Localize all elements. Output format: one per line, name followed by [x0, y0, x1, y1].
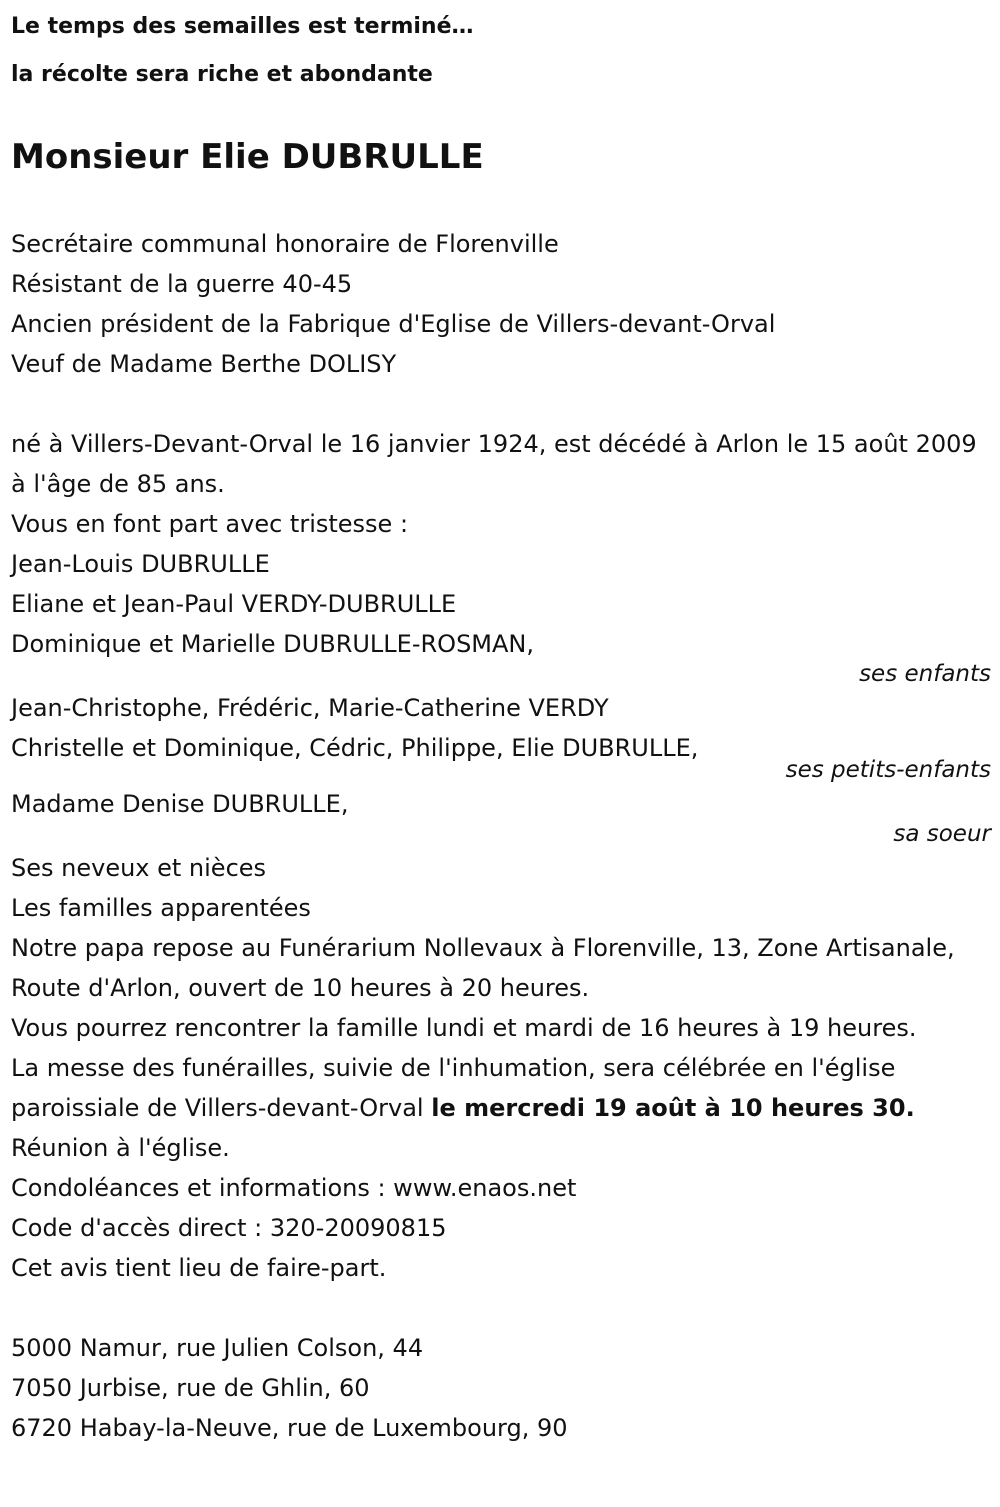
title-line: Résistant de la guerre 40-45 — [11, 270, 353, 298]
deceased-name: Monsieur Elie DUBRULLE — [11, 137, 484, 177]
child-name: Jean-Louis DUBRULLE — [11, 550, 270, 578]
spacer — [11, 384, 991, 424]
child-name: Dominique et Marielle DUBRULLE-ROSMAN, — [11, 630, 535, 658]
child-name: Eliane et Jean-Paul VERDY-DUBRULLE — [11, 590, 457, 618]
address-line: 5000 Namur, rue Julien Colson, 44 — [11, 1334, 424, 1362]
mass-text — [11, 1048, 991, 1128]
title-line: Veuf de Madame Berthe DOLISY — [11, 350, 397, 378]
announcement-text: Vous en font part avec tristesse : — [11, 510, 409, 538]
notice-text: Cet avis tient lieu de faire-part. — [11, 1254, 387, 1282]
quote-line-2: la récolte sera riche et abondante — [11, 62, 433, 87]
mass-date: le mercredi 19 août à 10 heures 30. — [431, 1094, 915, 1122]
other-relatives: Ses neveux et nièces — [11, 854, 267, 882]
grandchild-name: Christelle et Dominique, Cédric, Philippe, Elie DUBRULLE, — [11, 734, 699, 762]
funerarium-text: Notre papa repose au Funérarium Nollevaux à Florenville, 13, Zone Artisanale, Route d'Arlon, ouvert de 10 heures à 20 heures. — [11, 934, 955, 1002]
obituary-body — [11, 224, 991, 1448]
spacer — [11, 1288, 991, 1328]
condolences-text: Condoléances et informations : www.enaos.net — [11, 1174, 577, 1202]
title-line: Secrétaire communal honoraire de Florenville — [11, 230, 559, 258]
mass-description: La messe des funérailles, suivie de l'inhumation, sera célébrée en l'église paroissiale de Villers-devant-Orval — [11, 1054, 896, 1122]
relation-sister: sa soeur — [893, 821, 991, 847]
grandchild-name: Jean-Christophe, Frédéric, Marie-Catherine VERDY — [11, 694, 609, 722]
sister-name: Madame Denise DUBRULLE, — [11, 790, 349, 818]
relation-children: ses enfants — [859, 661, 991, 687]
title-line: Ancien président de la Fabrique d'Eglise de Villers-devant-Orval — [11, 310, 776, 338]
address-line: 7050 Jurbise, rue de Ghlin, 60 — [11, 1374, 370, 1402]
visit-text: Vous pourrez rencontrer la famille lundi et mardi de 16 heures à 19 heures. — [11, 1014, 917, 1042]
access-code-text: Code d'accès direct : 320-20090815 — [11, 1214, 447, 1242]
relation-grandchildren: ses petits-enfants — [785, 757, 991, 783]
meeting-text: Réunion à l'église. — [11, 1134, 230, 1162]
quote-line-1: Le temps des semailles est terminé… — [11, 14, 474, 39]
other-relatives: Les familles apparentées — [11, 894, 311, 922]
birth-death-text: né à Villers-Devant-Orval le 16 janvier 1924, est décédé à Arlon le 15 août 2009 à l'âge de 85 ans. — [11, 430, 977, 498]
address-line: 6720 Habay-la-Neuve, rue de Luxembourg, 90 — [11, 1414, 568, 1442]
